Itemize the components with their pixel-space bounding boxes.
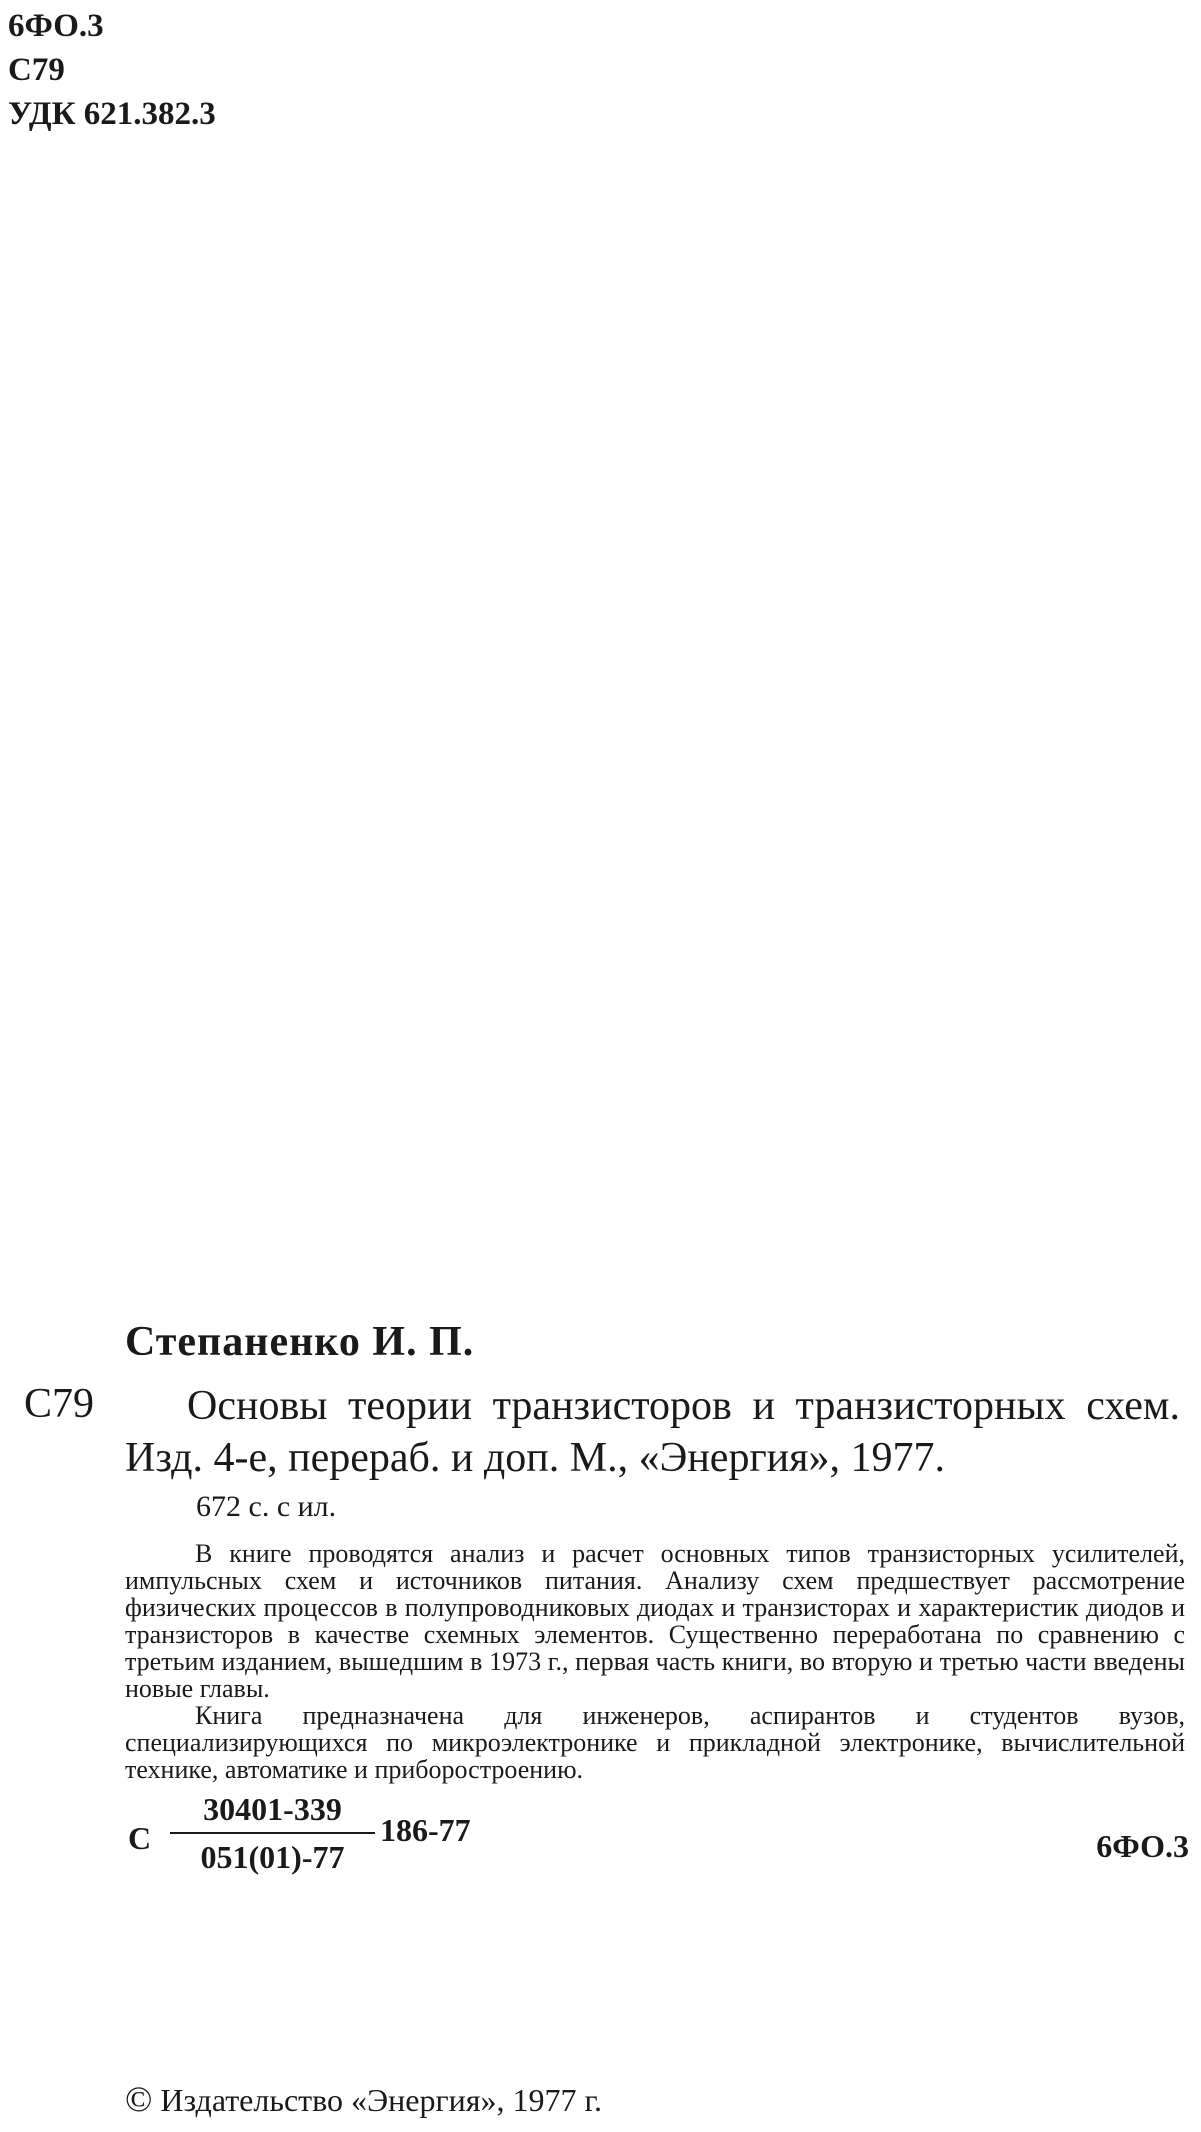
bbk-code: 6ФО.3 — [8, 8, 104, 44]
publication-index — [128, 1790, 528, 1880]
page-count: 672 с. с ил. — [196, 1490, 337, 1523]
shelf-code: 6ФО.3 — [1096, 1828, 1189, 1864]
abstract — [125, 1540, 1185, 1783]
udc-code: УДК 621.382.3 — [8, 96, 216, 132]
index-numerator: 30401-339 — [203, 1791, 342, 1827]
index-fraction — [170, 1790, 375, 1876]
author-sign: С79 — [8, 52, 65, 88]
copyright-text: Издательство «Энергия», 1977 г. — [160, 2082, 602, 2118]
author-name: Степаненко И. П. — [125, 1319, 475, 1365]
book-title-entry: Основы теории транзисторов и транзисторных схем. Изд. 4-е, перераб. и доп. М., «Энергия», 1977. — [125, 1383, 1180, 1481]
classification-codes — [8, 4, 216, 136]
copyright-line — [125, 2078, 602, 2120]
fraction-bar — [170, 1832, 375, 1834]
abstract-paragraph: В книге проводятся анализ и расчет основных типов транзисторных усилителей, импульсных схем и источников питания. Анализу схем предшествует рассмотрение физических процессов в полупроводниковых диодах и транзисторах и характеристик диодов и транзисторов в качестве схемных элементов. Существенно переработана по сравнению с третьим изданием, вышедшим в 1973 г., первая часть книги, во вторую и третью части введены новые главы. — [125, 1539, 1185, 1703]
index-suffix: 186-77 — [380, 1812, 471, 1848]
catalog-number: С79 — [24, 1381, 95, 1427]
index-letter: С — [128, 1820, 152, 1856]
abstract-paragraph: Книга предназначена для инженеров, аспирантов и студентов вузов, специализирующихся по микроэлектронике и прикладной электронике, вычислительной технике, автоматике и приборостроению. — [125, 1701, 1185, 1784]
copyright-icon: © — [125, 2079, 153, 2119]
index-denominator: 051(01)-77 — [200, 1839, 345, 1875]
